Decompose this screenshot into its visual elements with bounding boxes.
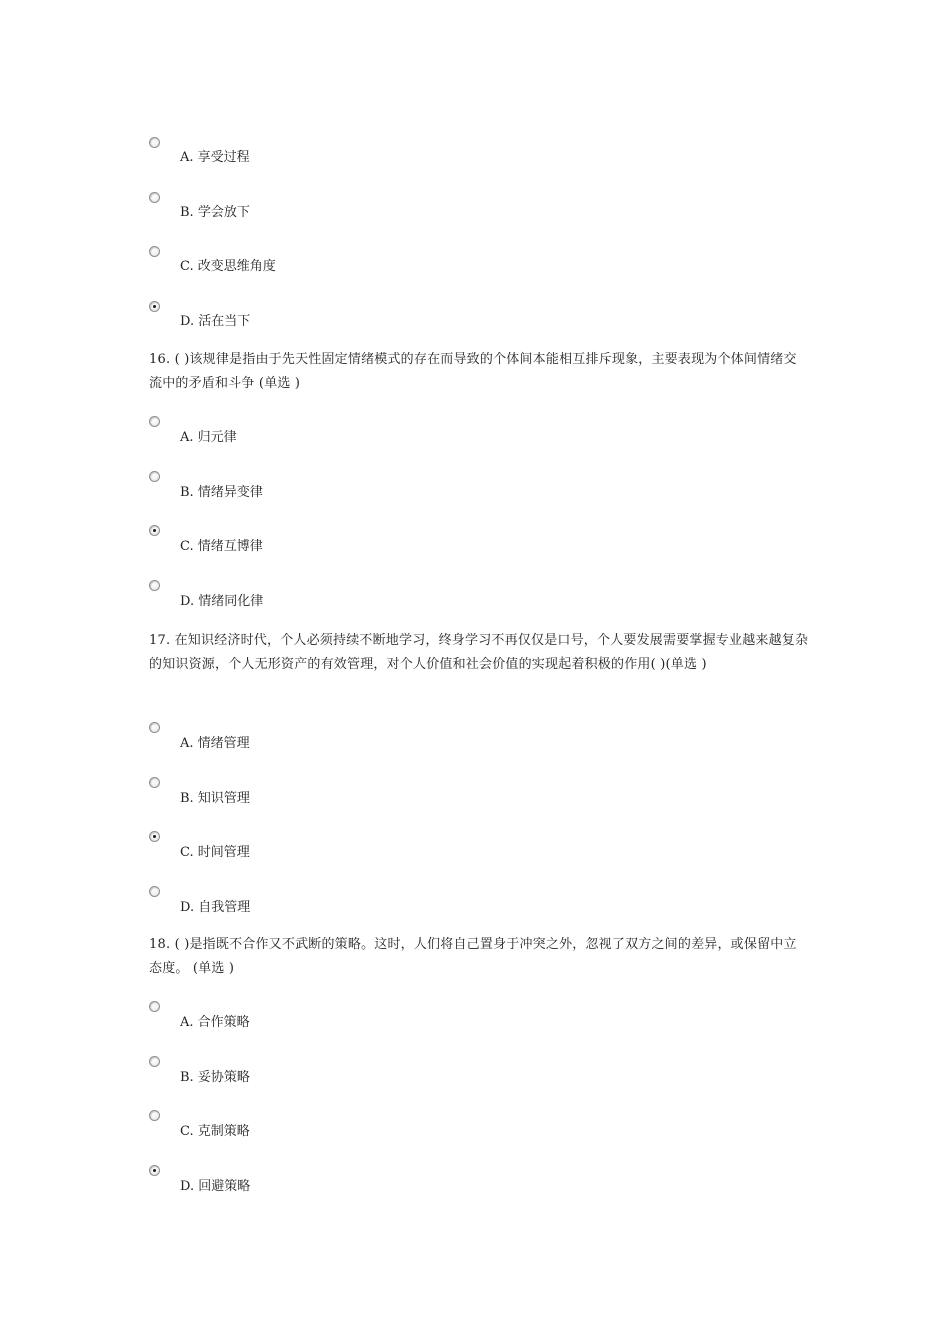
radio-button[interactable] [149,886,160,897]
radio-button[interactable] [149,1165,160,1176]
option-d[interactable] [0,1164,950,1219]
option-c[interactable] [0,830,950,885]
option-label: D. 活在当下 [180,313,251,329]
option-label: B. 学会放下 [180,204,250,220]
radio-button[interactable] [149,831,160,842]
option-a[interactable] [0,415,950,470]
radio-button[interactable] [149,246,160,257]
option-d[interactable] [0,579,950,634]
question-18-options [0,1000,950,1218]
option-b[interactable] [0,776,950,831]
radio-button[interactable] [149,1001,160,1012]
option-label: B. 情绪异变律 [180,484,263,500]
radio-button[interactable] [149,471,160,482]
option-label: C. 克制策略 [180,1124,250,1140]
option-b[interactable] [0,470,950,525]
radio-button[interactable] [149,416,160,427]
option-label: A. 情绪管理 [180,736,250,751]
option-a[interactable] [0,1000,950,1055]
radio-button[interactable] [149,722,160,733]
question-16-options [0,415,950,633]
radio-button[interactable] [149,525,160,536]
question-17-text: 17. 在知识经济时代，个人必须持续不断地学习，终身学习不再仅仅是口号，个人要发展需要掌握专业越来越复杂的知识资源，个人无形资产的有效管理，对个人价值和社会价值的实现起着积极的作用( )(单选 ) [149,633,809,672]
option-label: A. 归元律 [180,430,237,445]
option-d[interactable] [0,300,950,355]
option-label: C. 时间管理 [180,845,250,861]
option-c[interactable] [0,524,950,579]
radio-button[interactable] [149,1056,160,1067]
option-label: D. 情绪同化律 [180,593,264,609]
option-label: D. 自我管理 [180,899,251,915]
question-18-text: 18. ( )是指既不合作又不武断的策略。这时，人们将自己置身于冲突之外，忽视了双方之间的差异，或保留中立态度。 (单选 ) [149,937,797,976]
option-label: A. 享受过程 [180,150,250,165]
option-label: B. 妥协策略 [180,1069,250,1085]
option-c[interactable] [0,1109,950,1164]
option-b[interactable] [0,1055,950,1110]
radio-button[interactable] [149,192,160,203]
question-15-options [0,136,950,354]
radio-button[interactable] [149,301,160,312]
option-label: C. 情绪互博律 [180,539,263,555]
question-17-options [0,721,950,939]
option-d[interactable] [0,885,950,940]
radio-button[interactable] [149,580,160,591]
radio-button[interactable] [149,777,160,788]
option-label: D. 回避策略 [180,1178,251,1194]
option-b[interactable] [0,191,950,246]
radio-button[interactable] [149,1110,160,1121]
option-a[interactable] [0,136,950,191]
question-16-text: 16. ( )该规律是指由于先天性固定情绪模式的存在而导致的个体间本能相互排斥现象，主要表现为个体间情绪交流中的矛盾和斗争 (单选 ) [149,352,797,391]
option-label: C. 改变思维角度 [180,259,276,275]
option-label: B. 知识管理 [180,790,250,806]
option-a[interactable] [0,721,950,776]
option-c[interactable] [0,245,950,300]
option-label: A. 合作策略 [180,1015,250,1030]
radio-button[interactable] [149,137,160,148]
